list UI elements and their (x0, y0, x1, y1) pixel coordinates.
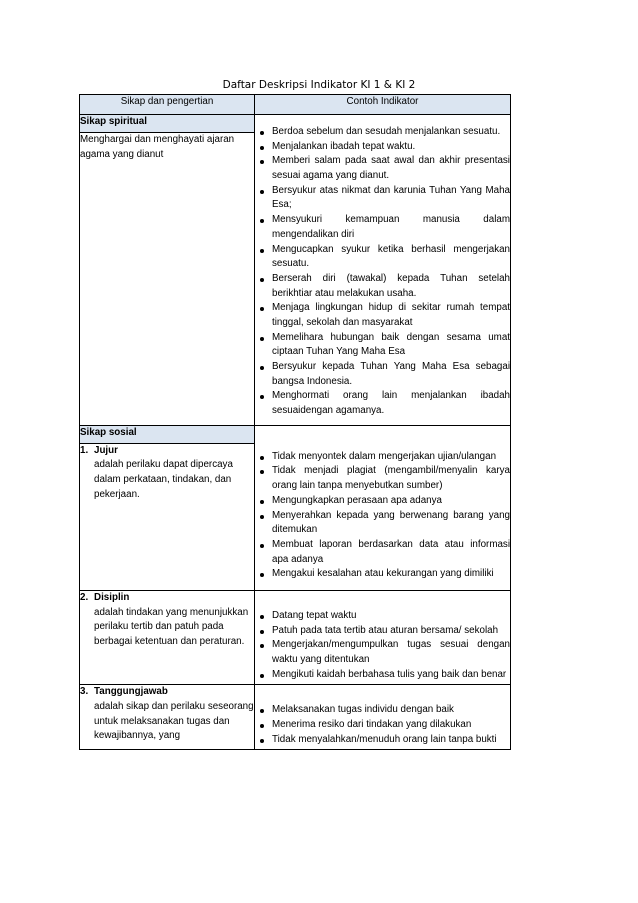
indicator-item: Tidak menyontek dalam mengerjakan ujian/ulangan (255, 450, 510, 465)
indicator-item: Datang tepat waktu (255, 609, 510, 624)
document-title: Daftar Deskripsi Indikator KI 1 & KI 2 (222, 79, 416, 91)
indicator-item: Menghormati orang lain menjalankan ibadah sesuaidengan agamanya. (255, 389, 510, 418)
item-name: Disiplin (94, 591, 130, 603)
indicator-table (79, 94, 511, 750)
item-number: 3. (80, 686, 89, 698)
item-number: 2. (80, 591, 89, 603)
item-heading (80, 685, 254, 700)
indicator-item: Memberi salam pada saat awal dan akhir presentasi sesuai agama yang dianut. (255, 154, 510, 183)
item-name: Jujur (94, 444, 118, 456)
indicator-cell (255, 685, 511, 750)
item-number: 1. (80, 444, 89, 456)
indicator-item: Bersyukur atas nikmat dan karunia Tuhan Yang Maha Esa; (255, 184, 510, 213)
item-definition: adalah tindakan yang menunjukkan perilaku tertib dan patuh pada berbagai ketentuan dan peraturan. (94, 606, 249, 647)
indicator-item: Berserah diri (tawakal) kepada Tuhan setelah berikhtiar atau melakukan usaha. (255, 272, 510, 301)
item-name: Tanggungjawab (94, 686, 168, 698)
section-label-cell (80, 115, 255, 133)
section-row-spiritual (80, 115, 511, 133)
column-header-indicator: Contoh Indikator (255, 95, 511, 115)
indicator-item: Melaksanakan tugas individu dengan baik (255, 703, 510, 718)
spiritual-description: Menghargai dan menghayati ajaran agama yang dianut (80, 133, 255, 426)
indicator-item: Menyerahkan kepada yang berwenang barang yang ditemukan (255, 509, 510, 538)
item-heading (80, 444, 254, 459)
indicator-list (255, 703, 510, 747)
section-row-sosial (80, 425, 511, 443)
item-definition: adalah sikap dan perilaku seseorang untuk melaksanakan tugas dan kewajibannya, yang (94, 701, 254, 742)
indicator-item: Mengerjakan/mengumpulkan tugas sesuai dengan waktu yang ditentukan (255, 638, 510, 667)
table-header-row (80, 95, 511, 115)
indicator-item: Tidak menjadi plagiat (mengambil/menyalin karya orang lain tanpa menyebutkan sumber) (255, 464, 510, 493)
item-cell (80, 685, 255, 750)
indicator-item: Menerima resiko dari tindakan yang dilakukan (255, 718, 510, 733)
indicator-item: Mengungkapkan perasaan apa adanya (255, 494, 510, 509)
section-label: Sikap sosial (80, 426, 137, 438)
indicator-item: Menjaga lingkungan hidup di sekitar rumah tempat tinggal, sekolah dan masyarakat (255, 301, 510, 330)
indicator-item: Menjalankan ibadah tepat waktu. (255, 140, 510, 155)
indicator-item: Mensyukuri kemampuan manusia dalam mengendalikan diri (255, 213, 510, 242)
indicator-list (255, 609, 510, 682)
indicator-cell (255, 115, 511, 426)
section-label: Sikap spiritual (80, 116, 147, 127)
indicator-list (255, 450, 510, 582)
indicator-item: Mengucapkan syukur ketika berhasil mengerjakan sesuatu. (255, 243, 510, 272)
indicator-item: Memelihara hubungan baik dengan sesama umat ciptaan Tuhan Yang Maha Esa (255, 331, 510, 360)
item-cell (80, 590, 255, 684)
indicator-list (255, 125, 510, 419)
item-row-disiplin (80, 590, 511, 684)
indicator-item: Patuh pada tata tertib atau aturan bersama/ sekolah (255, 624, 510, 639)
column-header-attitude: Sikap dan pengertian (80, 95, 255, 115)
indicator-cell (255, 590, 511, 684)
item-definition: adalah perilaku dapat dipercaya dalam perkataan, tindakan, dan pekerjaan. (94, 459, 233, 500)
section-label-cell (80, 425, 255, 443)
indicator-item: Mengakui kesalahan atau kekurangan yang dimiliki (255, 567, 510, 582)
item-heading (80, 591, 254, 606)
indicator-item: Tidak menyalahkan/menuduh orang lain tanpa bukti (255, 733, 510, 748)
indicator-item: Membuat laporan berdasarkan data atau informasi apa adanya (255, 538, 510, 567)
item-cell (80, 443, 255, 590)
indicator-cell (255, 425, 511, 590)
indicator-item: Berdoa sebelum dan sesudah menjalankan sesuatu. (255, 125, 510, 140)
item-row-tanggungjawab (80, 685, 511, 750)
indicator-item: Bersyukur kepada Tuhan Yang Maha Esa sebagai bangsa Indonesia. (255, 360, 510, 389)
indicator-item: Mengikuti kaidah berbahasa tulis yang baik dan benar (255, 668, 510, 683)
